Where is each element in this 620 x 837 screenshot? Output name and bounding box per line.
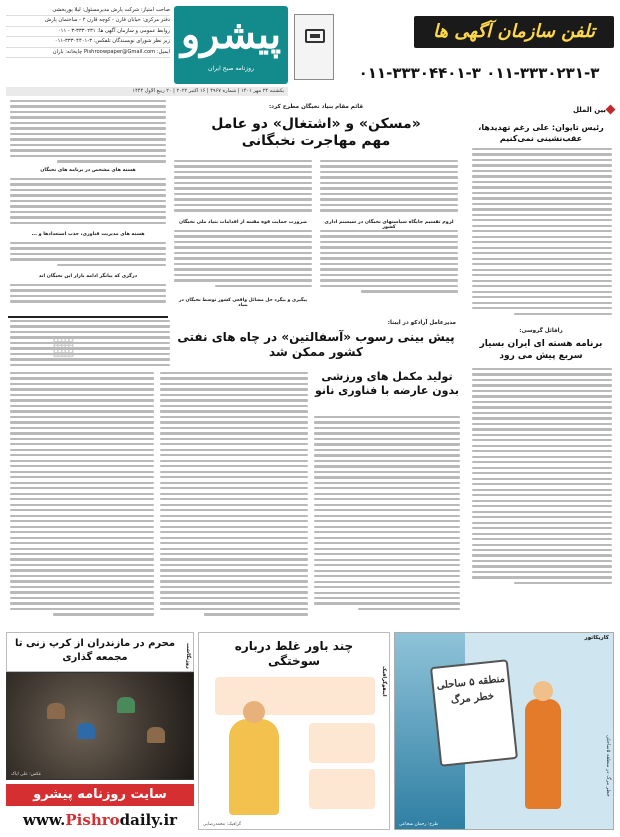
infographic-panel	[309, 723, 375, 763]
international-column	[466, 96, 614, 596]
left-column	[6, 98, 168, 312]
info-line: صاحب امتیاز: شرکت پارش مدیرمسئول: لیلا پوربخشی	[6, 6, 170, 16]
burns-infographic	[198, 632, 390, 830]
story-body	[314, 416, 460, 616]
feature-subhead: لزوم تقسیم جایگاه سیاستهای نخبگان در سیستم اداری کشور	[324, 220, 454, 230]
sign-text: منطقه ۵ ساحلی خطر مرگ	[436, 673, 506, 707]
url-brand: Pishro	[65, 811, 120, 829]
date-bar: یکشنبه ۲۴ مهر ۱۴۰۱ | شماره ۴۹۶۷ | ۱۶ اکتبر ۲۰۲۲ | ۲۰ ربیع الاول ۱۴۴۴	[6, 87, 288, 96]
pot-icon	[77, 723, 95, 739]
publisher-info	[6, 6, 170, 58]
logo-text: پیشرو	[180, 11, 282, 58]
asphalt-story	[6, 316, 462, 370]
feature-body	[174, 160, 312, 218]
infographic-caption: گرافیک: محمدرضایی	[203, 822, 242, 827]
story-body	[472, 368, 612, 592]
story-headline: رئیس تایوان: علی رغم تهدیدها، عقب‌نشینی نمی‌کنیم	[478, 123, 604, 143]
story-kicker: مدیرعامل آرادکو در ایبنا:	[387, 320, 456, 326]
url-prefix: www.	[22, 811, 66, 829]
cartoon	[394, 632, 614, 830]
info-line: ایمیل: Pishroowpaper@Gmail.com چاپخانه: باران	[6, 48, 170, 58]
worker-illustration	[525, 699, 561, 809]
section-side-label: اینفوگرافیک	[381, 666, 387, 697]
moharram-headline-box	[6, 632, 194, 672]
story-headline: محرم در مازندران از کرپ زنی تا مجمعه گذاری	[14, 638, 176, 663]
story-headline: برنامه هسته ای ایران بسیار سریع پیش می رود	[479, 339, 603, 361]
site-banner: سایت روزنامه پیشرو	[6, 784, 194, 806]
pot-icon	[117, 697, 135, 713]
logo-tagline: روزنامه صبح ایران	[208, 65, 254, 72]
column-body	[10, 100, 166, 166]
column-body	[10, 284, 166, 310]
cartoon-caption: طرح: رحمان شجاعی	[399, 822, 439, 827]
story-headline: پیش بینی رسوب «آسفالتین» در چاه های نفتی کشور ممکن شد	[177, 330, 455, 359]
feature-body	[320, 160, 458, 218]
column-body	[10, 178, 166, 230]
warning-sign	[430, 659, 518, 767]
infographic-panel	[309, 769, 375, 809]
site-url[interactable]	[6, 808, 194, 832]
column-subhead: هسته های مدیریت فناوری، جذب استعدادها و ...	[31, 232, 145, 237]
column-subhead: هسته های مشخص در برنامه های نخبگان	[40, 168, 136, 173]
pot-icon	[147, 727, 165, 743]
feature-footer: پیگیری و پیگرد حل مسائل واقعی کشور توسط نخبگان در بنیاد	[178, 298, 308, 308]
cartoon-side-label: خطر مرگ در منطقه ۵ساحلی	[605, 735, 611, 797]
sports-story	[312, 370, 462, 622]
section-label: بین الملل	[572, 106, 606, 114]
url-suffix: daily.ir	[119, 811, 178, 829]
moharram-photo	[6, 672, 194, 780]
column-body	[10, 242, 166, 272]
info-line: روابط عمومی و سازمان آگهی ها: ۳۳۳۰۲۳۱-۳ - ۰۱۱	[6, 27, 170, 37]
feature-body	[320, 230, 458, 300]
masthead	[6, 6, 614, 86]
pot-icon	[47, 703, 65, 719]
feature-headline: «مسکن» و «اشتغال» دو عامل مهم مهاجرت نخبگانی	[211, 116, 421, 149]
feature-story	[170, 100, 462, 312]
fax-icon	[294, 14, 334, 80]
column-subhead: درگزی که بیانگر ادامه بازار این نخبگان اند	[38, 274, 138, 279]
photo-caption: عکس: علی ایاک	[11, 772, 42, 777]
story-body	[472, 148, 612, 324]
infographic-headline: چند باور غلط درباره سوختگی	[234, 639, 354, 668]
patient-illustration	[229, 719, 279, 815]
feature-kicker: قائم مقام بنیاد نخبگان مطرح کرد:	[268, 104, 364, 110]
newspaper-logo	[174, 6, 288, 84]
phone-numbers: ۰۱۱-۳۳۳۰۲۳۱-۳ ۰۱۱-۳۳۳۰۴۴۰۱-۳	[358, 64, 600, 82]
cartoon-label: کاریکاتور	[584, 635, 609, 641]
story-body	[10, 320, 170, 370]
story-headline: تولید مکمل های ورزشی بدون عارضه با فناوری نانو	[315, 370, 459, 397]
section-marker-icon	[606, 105, 616, 115]
info-line: دفتر مرکزی: خیابان قارن - کوچه قارن ۲ - ساختمان پارش	[6, 16, 170, 26]
phone-title: تلفن سازمان آگهی ها	[414, 16, 614, 48]
feature-subhead: ضرورت حمایت قوه مقننه از اقدامات بنیاد ملی نخبگان	[179, 220, 307, 225]
section-side-label: روزنگاشت	[185, 643, 191, 669]
info-line: زیر نظر شورای نویسندگان تلفکس: ۳-۳۳۳۰۴۴۰۱-۰۱۱	[6, 37, 170, 47]
story-body	[160, 372, 308, 622]
story-kicker: رافائل گروسی:	[519, 328, 563, 334]
story-body	[10, 372, 154, 622]
feature-body	[174, 230, 312, 294]
infographic-panel	[215, 677, 375, 715]
